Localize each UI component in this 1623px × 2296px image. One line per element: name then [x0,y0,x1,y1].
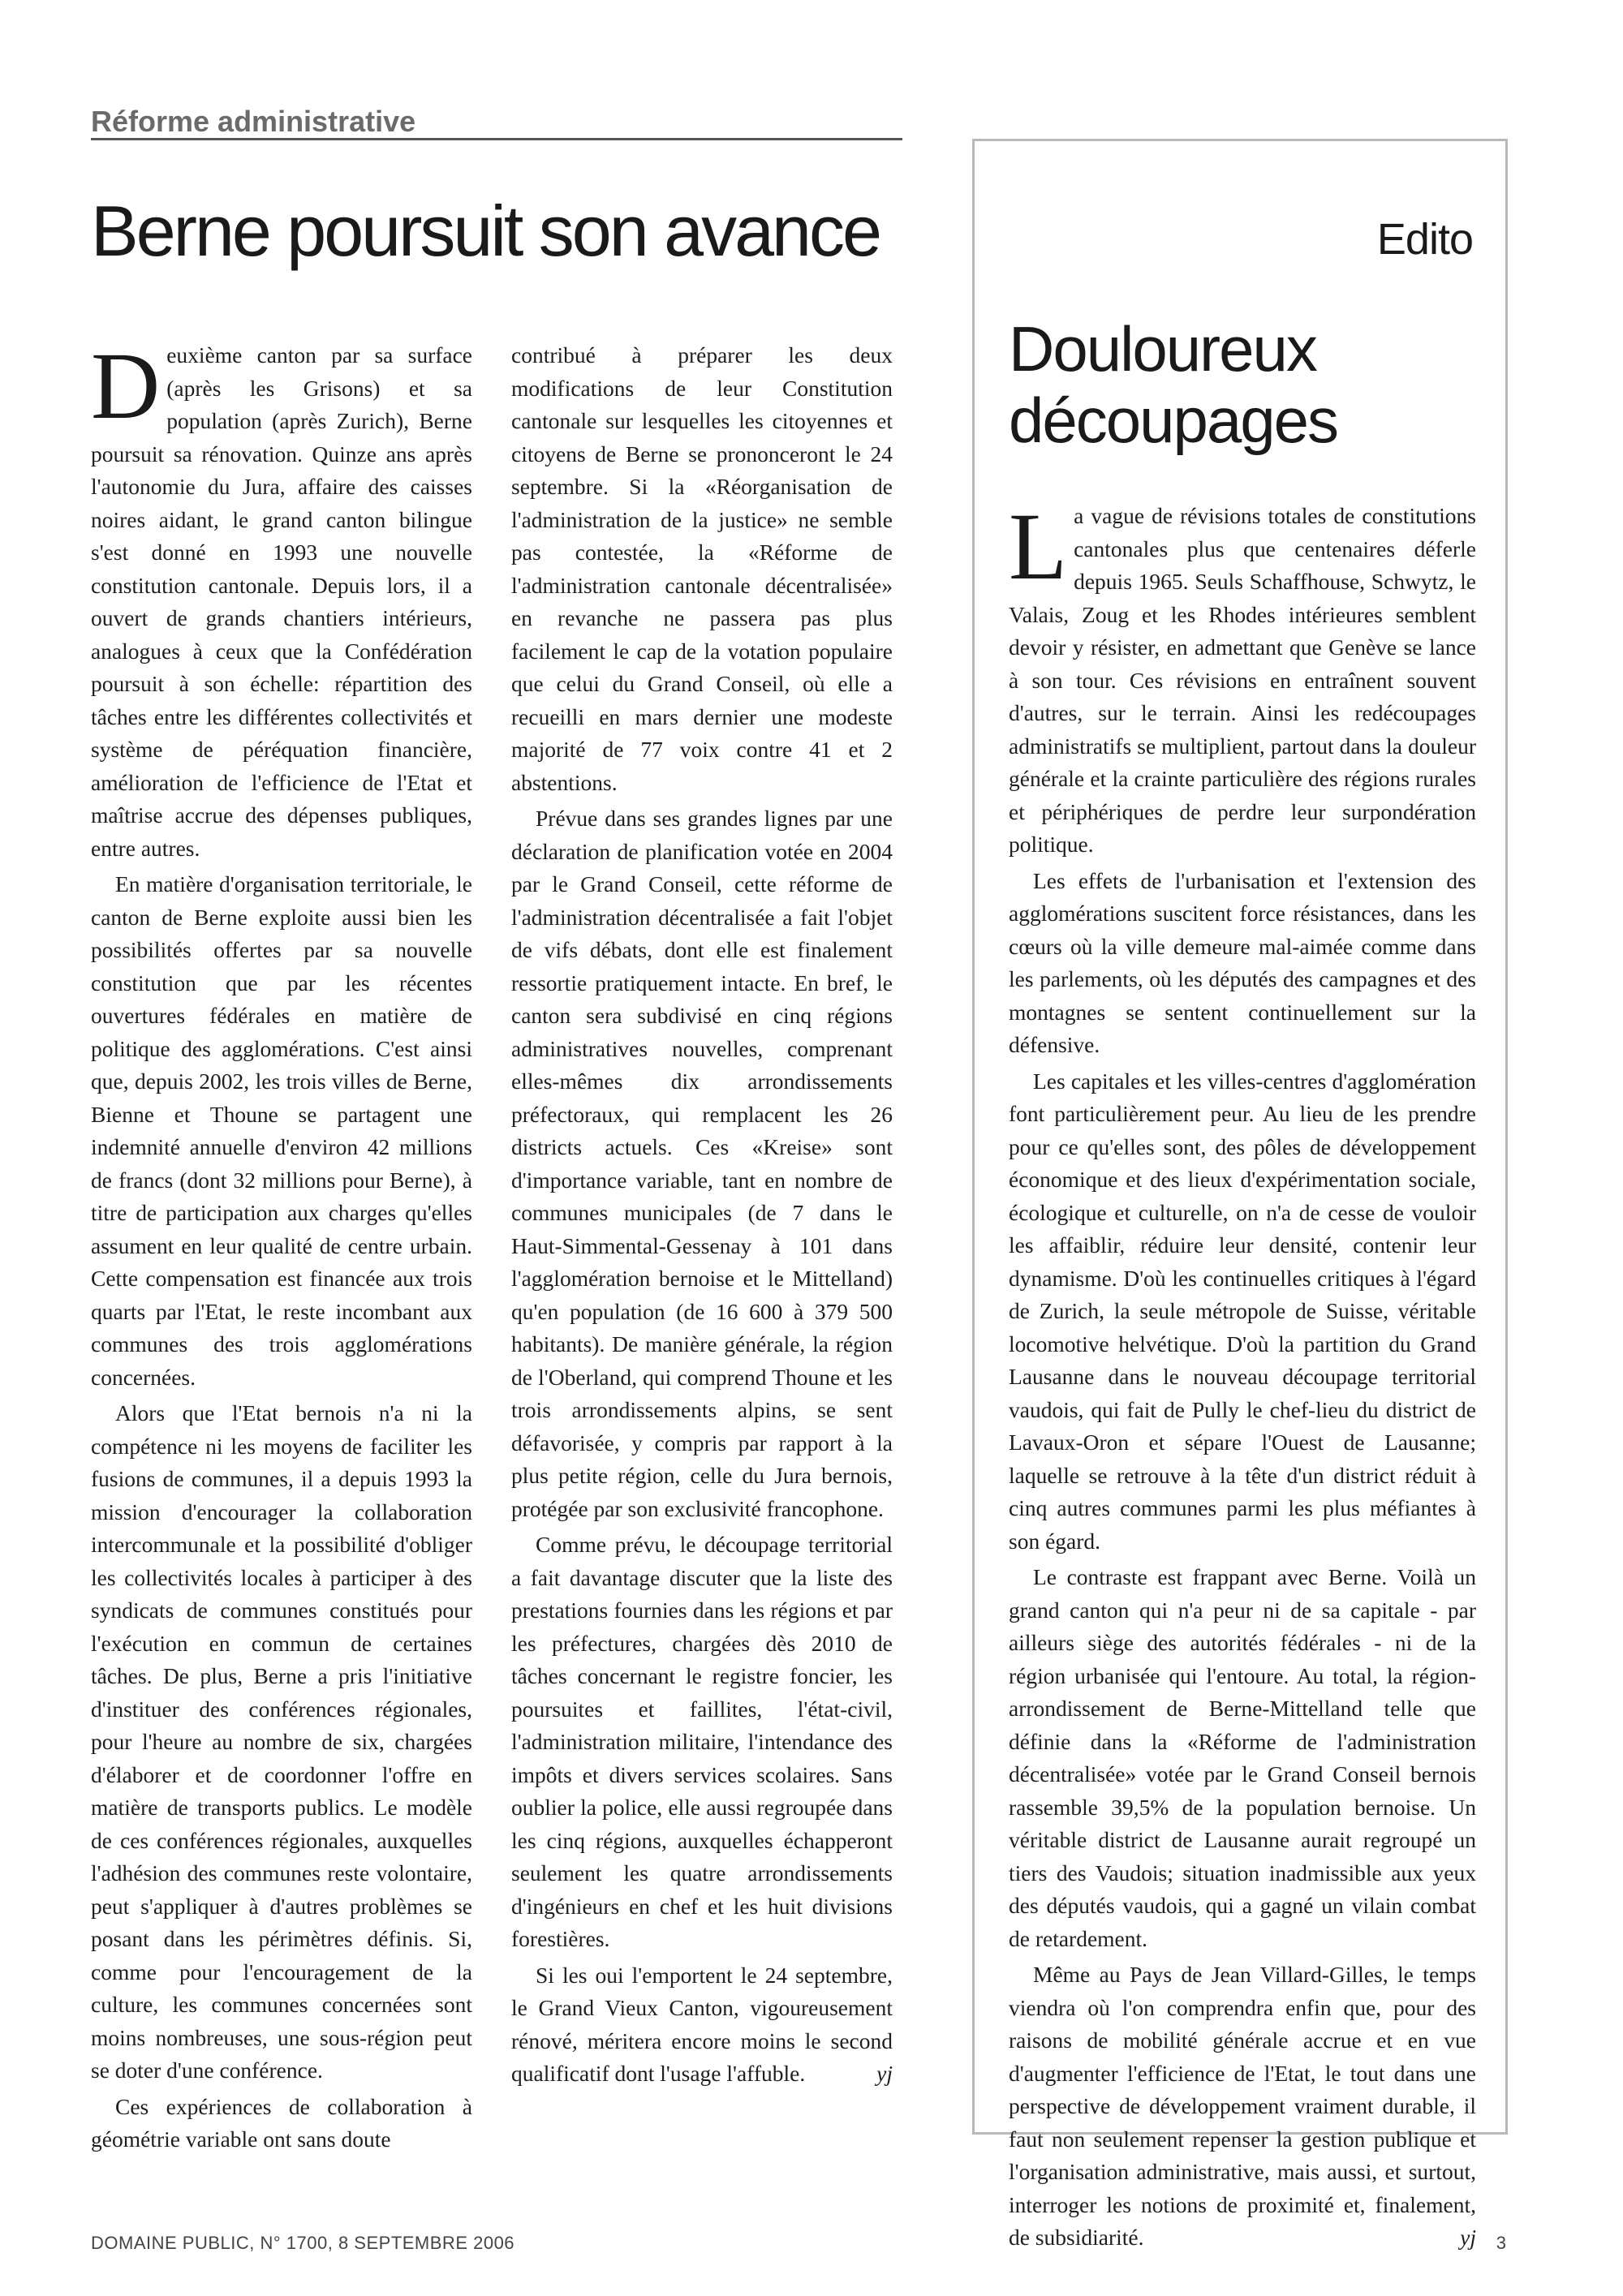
section-header: Réforme administrative [91,104,902,140]
article-column-1 [91,333,472,2156]
edito-paragraph: La vague de révisions totales de constitutions cantonales plus que centenaires déferle depuis 1965. Seuls Schaffhouse, Schwytz, le Valais, Zoug et les Rhodes intérieures semblent devoir y résister, en admettant que Genève se lance à son tour. Ces révisions en entraînent souvent d'autres, sur le terrain. Ainsi les redécoupages administratifs se multiplient, partout dans la douleur générale et la crainte particulière des régions rurales et périphériques de perdre leur surpondération politique. [1009,493,1476,857]
article-paragraph: Comme prévu, le découpage territorial a fait davantage discuter que la liste des prestations fournies dans les régions et par les préfectures, chargées dès 2010 de tâches concernant le registre foncier, les poursuites et faillites, l'état-civil, l'administration militaire, l'intendance des impôts et divers services scolaires. Sans oublier la police, elle aussi regroupée dans les cinq régions, auxquelles échapperont seulement les quatre arrondissements d'ingénieurs en chef et les huit divisions forestières. [511,1532,893,1951]
article-paragraph: Prévue dans ses grandes lignes par une déclaration de planification votée en 2004 par le Grand Conseil, cette réforme de l'administration décentralisée a fait l'objet de vifs débats, dont elle est finalement ressortie pratiquement intacte. En bref, le canton sera subdivisé en cinq régions administratives nouvelles, comprenant elles-mêmes dix arrondissements préfectoraux, qui remplacent les 26 districts actuels. Ces «Kreise» sont d'importance variable, tant en nombre de communes municipales (de 7 dans le Haut-Simmental-Gessenay à 101 dans l'agglomération bernoise et le Mittelland) qu'en population (de 16 600 à 379 500 habitants). De manière générale, la région de l'Oberland, qui comprend Thoune et les trois arrondissements alpins, se sent défavorisée, y compris par rapport à la plus petite région, celle du Jura bernois, protégée par son exclusivité francophone. [511,806,893,1521]
article-paragraph: contribué à préparer les deux modifications de leur Constitution cantonale sur lesquelles les citoyennes et citoyens de Berne se prononceront le 24 septembre. Si la «Réorganisation de l'administration de la justice» ne semble pas contestée, la «Réforme de l'administration cantonale décentralisée» en revanche ne passera pas plus facilement le cap de la votation populaire que celui du Grand Conseil, où elle a recueilli en mars dernier une modeste majorité de 77 voix contre 41 et 2 abstentions. [511,342,893,795]
article-paragraph: Si les oui l'emportent le 24 septembre, le Grand Vieux Canton, vigoureusement rénové, méritera encore moins le second qualificatif dont l'usage l'affuble. yj [511,1959,893,2091]
author-signature: yj [1460,2225,1476,2250]
edito-paragraph: Les effets de l'urbanisation et l'extension des agglomérations suscitent force résistances, dans les cœurs où la ville demeure mal-aimée comme dans les parlements, où les députés des campagnes et des montagnes se sentent continuellement sur la défensive. [1009,867,1476,1057]
edito-box [972,139,1508,2250]
article-paragraph: En matière d'organisation territoriale, le canton de Berne exploite aussi bien les possibilités offertes par sa nouvelle constitution que par les récentes ouvertures fédérales en matière de politique des agglomérations. C'est ainsi que, depuis 2002, les trois villes de Berne, Bienne et Thoune se partagent une indemnité annuelle d'environ 42 millions de francs (dont 32 millions pour Berne), à titre de participation aux charges qu'elles assument en leur qualité de centre urbain. Cette compensation est financée aux trois quarts par l'Etat, le reste incombant aux communes des trois agglomérations concernées. [91,871,472,1390]
article-paragraph: Deuxième canton par sa surface (après les Grisons) et sa population (après Zurich), Berne poursuit sa rénovation. Quinze ans après l'autonomie du Jura, affaire des caisses noires aidant, le grand canton bilingue s'est donné en 1993 une nouvelle constitution cantonale. Depuis lors, il a ouvert de grands chantiers intérieurs, analogues à ceux que la Confédération poursuit à son échelle: répartition des tâches entre les différentes collectivités et système de péréquation financière, amélioration de l'efficience de l'Etat et maîtrise accrue des dépenses publiques, entre autres. [91,333,472,861]
page-number: 3 [1496,2233,1506,2253]
drop-cap: D [91,333,161,439]
edito-paragraph: Les capitales et les villes-centres d'agglomération font particulièrement peur. Au lieu de les prendre pour ce qu'elles sont, des pôles de développement économique et des lieux d'expérimentation sociale, écologique et culturelle, on n'a de cesse de vouloir les affaiblir, réduire leur densité, contenir leur dynamisme. D'où les continuelles critiques à l'égard de Zurich, la seule métropole de Suisse, véritable locomotive helvétique. D'où la partition du Grand Lausanne dans le nouveau découpage territorial vaudois, qui fait de Pully le chef-lieu du district de Lavaux-Oron et sépare l'Ouest de Lausanne; laquelle se retrouve à la tête d'un district réduit à cinq autres communes parmi les plus méfiantes à son égard. [1009,1068,1476,1554]
edito-text [1009,493,1476,2250]
footer-publication: DOMAINE PUBLIC, N° 1700, 8 SEPTEMBRE 2006 [91,2233,515,2253]
edito-label: Edito [1376,215,1473,264]
edito-title: Douloureux découpages [1009,313,1338,456]
article-column-2 [511,339,893,2156]
article-paragraph: Alors que l'Etat bernois n'a ni la compétence ni les moyens de faciliter les fusions de communes, il a depuis 1993 la mission d'encourager la collaboration intercommunale et la possibilité d'obliger les collectivités locales à participer à des syndicats de communes constitués pour l'exécution en commun de certaines tâches. De plus, Berne a pris l'initiative d'instituer des conférences régionales, pour l'heure au nombre de six, chargées d'élaborer et de coordonner l'offre en matière de transports publics. Le modèle de ces conférences régionales, auxquelles l'adhésion des communes reste volontaire, peut s'appliquer à d'autres problèmes se posant dans les périmètres définis. Si, comme pour l'encouragement de la culture, les communes concernées sont moins nombreuses, une sous-région peut se doter d'une conférence. [91,1400,472,2083]
drop-cap: L [1009,493,1068,600]
edito-paragraph: Même au Pays de Jean Villard-Gilles, le temps viendra où l'on comprendra enfin que, pour des raisons de mobilité générale accrue et en vue d'augmenter l'efficience de l'Etat, le tout dans une perspective de développement vraiment durable, il faut non seulement repenser la gestion publique et l'organisation administrative, mais aussi, et surtout, interroger les notions de proximité et, finalement, de subsidiarité. yj [1009,1958,1476,2255]
author-signature: yj [876,2061,893,2086]
article-title: Berne poursuit son avance [91,191,880,271]
article-paragraph: Ces expériences de collaboration à géométrie variable ont sans doute [91,2093,472,2152]
edito-paragraph: Le contraste est frappant avec Berne. Voilà un grand canton qui n'a peur ni de sa capitale - par ailleurs siège des autorités fédérales - ni de la région urbanisée qui l'entoure. Au total, la région-arrondissement de Berne-Mittelland telle que définie dans la «Réforme de l'administration décentralisée» votée par le Grand Conseil bernois rassemble 39,5% de la population bernoise. Un véritable district de Lausanne aurait regroupé un tiers des Vaudois; situation inadmissible aux yeux des députés vaudois, qui a gagné un vilain combat de retardement. [1009,1564,1476,1951]
